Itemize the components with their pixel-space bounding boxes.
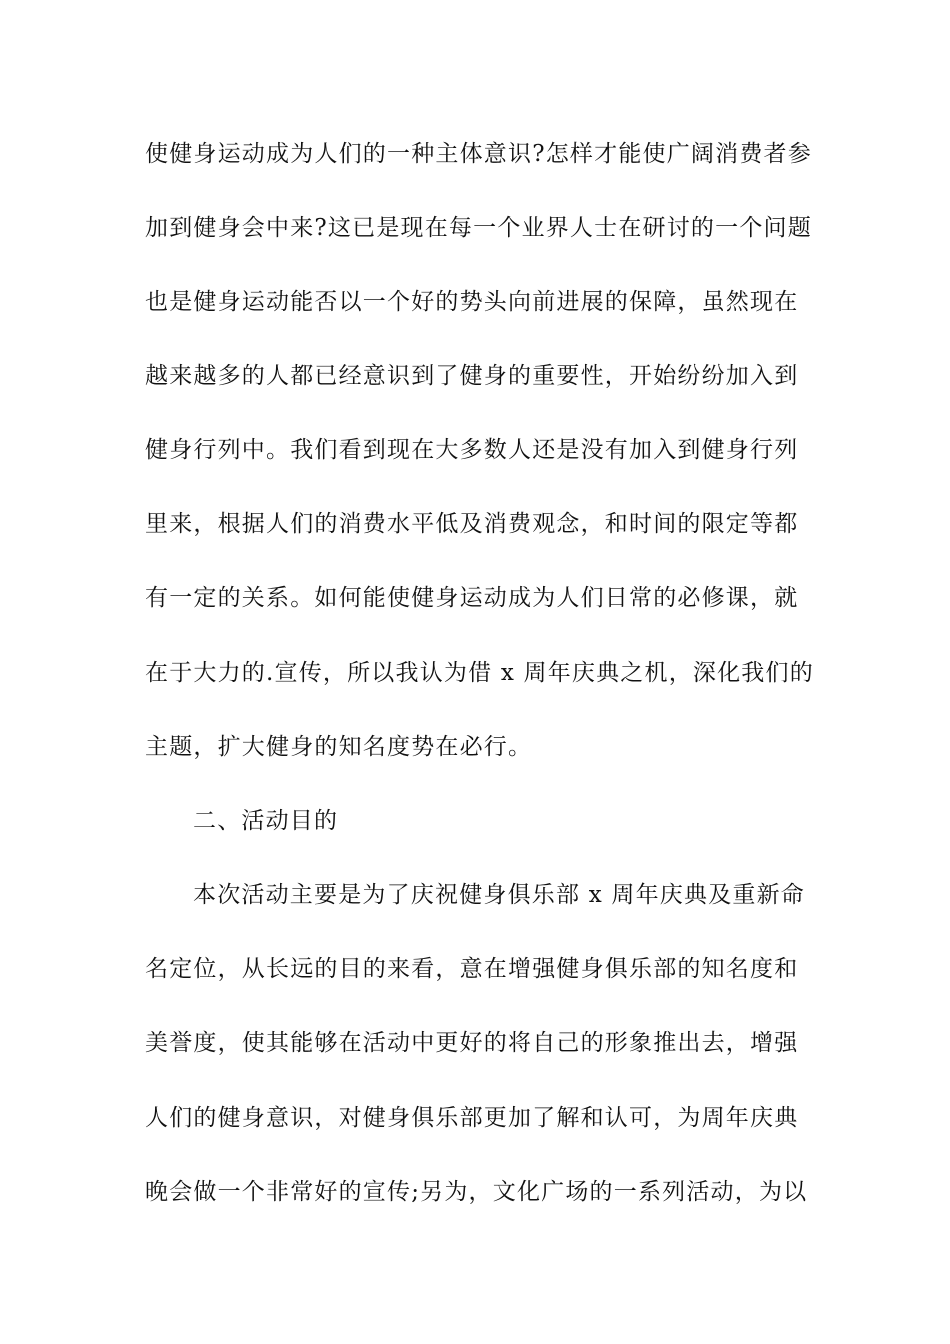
section-heading: 二、活动目的: [193, 808, 339, 834]
paragraph-line: 加到健身会中来?这已是现在每一个业界人士在研讨的一个问题: [145, 215, 812, 241]
paragraph-line: 里来，根据人们的消费水平低及消费观念，和时间的限定等都: [145, 511, 799, 537]
paragraph-line: 人们的健身意识，对健身俱乐部更加了解和认可，为周年庆典: [145, 1105, 799, 1131]
paragraph-line: 有一定的关系。如何能使健身运动成为人们日常的必修课，就: [145, 585, 799, 611]
paragraph-line: 主题，扩大健身的知名度势在必行。: [145, 734, 533, 760]
paragraph-line: 健身行列中。我们看到现在大多数人还是没有加入到健身行列: [145, 437, 799, 463]
paragraph-line: 也是健身运动能否以一个好的势头向前进展的保障，虽然现在: [145, 289, 799, 315]
paragraph-line: 本次活动主要是为了庆祝健身俱乐部 x 周年庆典及重新命: [193, 882, 805, 908]
paragraph-line: 使健身运动成为人们的一种主体意识?怎样才能使广阔消费者参: [145, 141, 812, 167]
paragraph-line: 美誉度，使其能够在活动中更好的将自己的形象推出去，增强: [145, 1030, 799, 1056]
paragraph-line: 晚会做一个非常好的宣传;另为，文化广场的一系列活动，为以: [145, 1179, 808, 1205]
paragraph-line: 名定位，从长远的目的来看，意在增强健身俱乐部的知名度和: [145, 956, 799, 982]
paragraph-line: 越来越多的人都已经意识到了健身的重要性，开始纷纷加入到: [145, 363, 799, 389]
paragraph-line: 在于大力的.宣传，所以我认为借 x 周年庆典之机，深化我们的: [145, 660, 814, 686]
